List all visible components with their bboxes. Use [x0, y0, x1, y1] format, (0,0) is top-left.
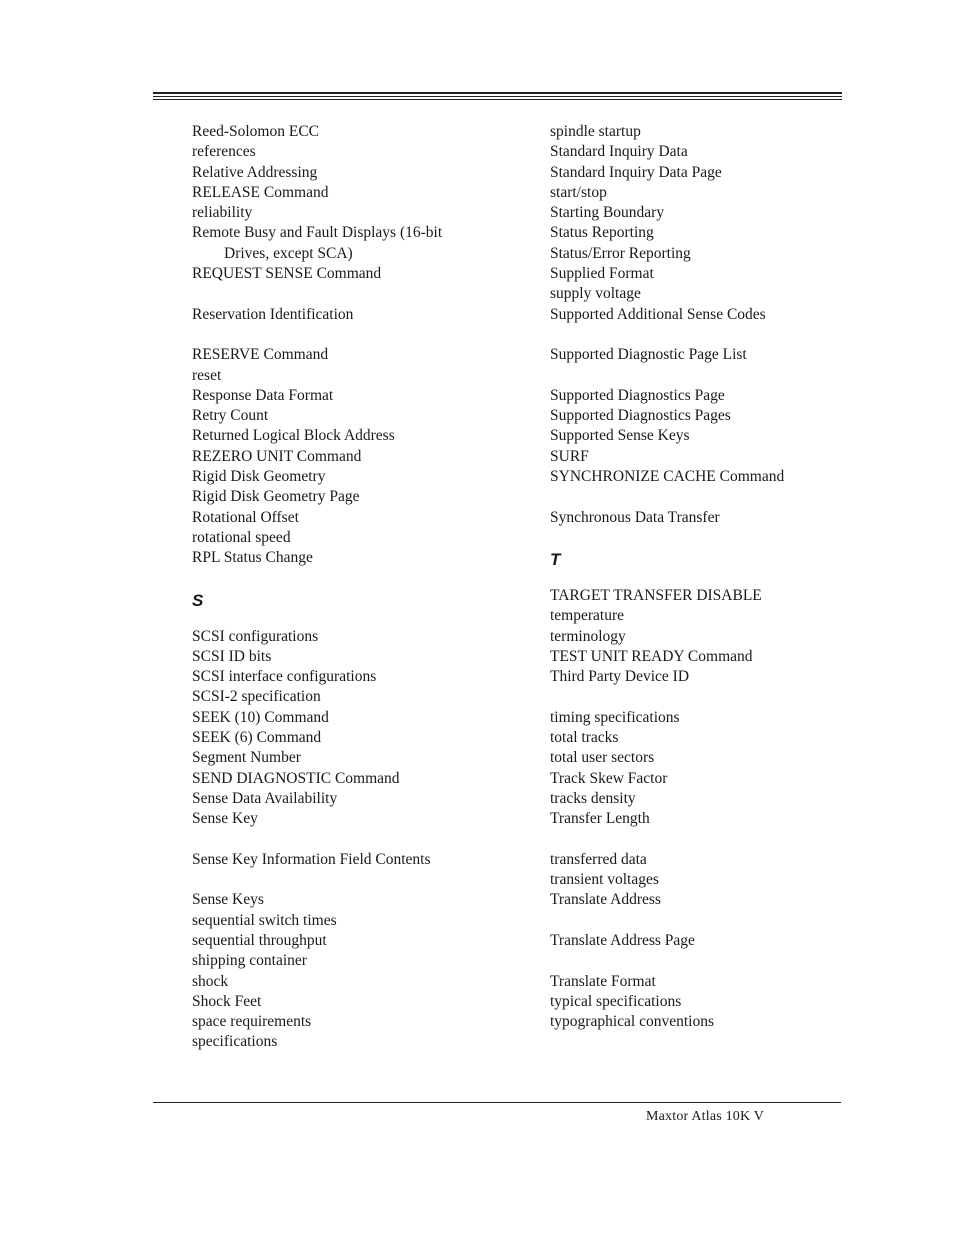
- index-entry: Rigid Disk Geometry Page: [192, 488, 360, 506]
- header-rule-thick: [153, 92, 842, 94]
- index-column-right: [550, 122, 850, 1032]
- spacer: [192, 325, 532, 345]
- index-entry: SEEK (6) Command: [192, 729, 322, 747]
- index-group-s-continued: [550, 122, 850, 528]
- index-entry: Supported Diagnostic Page List: [550, 346, 747, 364]
- index-entry: references: [192, 143, 256, 161]
- index-entry: Relative Addressing: [192, 163, 318, 181]
- index-entry: REZERO UNIT Command: [192, 447, 362, 465]
- index-entry: SEEK (10) Command: [192, 708, 329, 726]
- index-entry: Rotational Offset: [192, 508, 299, 526]
- index-entry: Reed-Solomon ECC: [192, 123, 320, 140]
- index-entry: rotational speed: [192, 528, 291, 546]
- spacer: [192, 830, 532, 850]
- index-entry: transient voltages: [550, 871, 659, 889]
- spacer: [550, 911, 850, 931]
- index-entry: Starting Boundary: [550, 204, 665, 222]
- index-entry: Sense Keys: [192, 891, 264, 909]
- index-entry: Returned Logical Block Address: [192, 427, 395, 445]
- spacer: [550, 951, 850, 971]
- index-entry: Retry Count: [192, 407, 269, 425]
- index-entry: Sense Data Availability: [192, 789, 338, 807]
- index-entry: supply voltage: [550, 285, 641, 303]
- index-entry: transferred data: [550, 850, 647, 868]
- index-entry: start/stop: [550, 183, 607, 201]
- index-entry: Segment Number: [192, 749, 301, 767]
- index-entry: SURF: [550, 447, 589, 465]
- spacer: [550, 687, 850, 707]
- index-entry: Translate Address: [550, 891, 661, 909]
- index-entry: Third Party Device ID: [550, 668, 690, 686]
- index-entry: reset: [192, 366, 222, 384]
- index-entry: reliability: [192, 204, 253, 222]
- spacer: [550, 325, 850, 345]
- index-entry: REQUEST SENSE Command: [192, 265, 382, 283]
- index-entry: temperature: [550, 607, 625, 625]
- spacer: [550, 366, 850, 386]
- index-entry: Rigid Disk Geometry: [192, 468, 326, 486]
- section-letter-t: T: [550, 549, 561, 569]
- index-entry: Supported Sense Keys: [550, 427, 690, 445]
- index-entry: Track Skew Factor: [550, 769, 668, 787]
- footer-rule: [153, 1102, 841, 1103]
- index-entry: spindle startup: [550, 123, 641, 140]
- index-entry: total user sectors: [550, 749, 655, 767]
- index-entry: Response Data Format: [192, 386, 334, 404]
- index-entry: Synchronous Data Transfer: [550, 508, 720, 526]
- index-entry: timing specifications: [550, 708, 680, 726]
- index-entry: Standard Inquiry Data Page: [550, 163, 722, 181]
- index-entry: SCSI ID bits: [192, 647, 272, 665]
- index-entry: Supported Diagnostics Pages: [550, 407, 731, 425]
- index-entry: SCSI configurations: [192, 627, 319, 645]
- index-entry: sequential switch times: [192, 911, 337, 929]
- spacer: [550, 830, 850, 850]
- index-entry: Shock Feet: [192, 992, 262, 1010]
- index-entry: Standard Inquiry Data: [550, 143, 688, 161]
- section-letter-s: S: [192, 590, 204, 610]
- index-entry: RESERVE Command: [192, 346, 329, 364]
- index-group-s: [192, 627, 532, 1053]
- index-entry: Sense Key: [192, 810, 258, 828]
- index-entry: typical specifications: [550, 992, 682, 1010]
- index-entry: Supported Diagnostics Page: [550, 386, 725, 404]
- index-entry: shipping container: [192, 952, 307, 970]
- index-column-left: [192, 122, 532, 1053]
- index-entry: specifications: [192, 1033, 278, 1051]
- header-rule-thin: [153, 96, 842, 97]
- index-entry: terminology: [550, 627, 626, 645]
- index-entry: Supported Additional Sense Codes: [550, 305, 766, 323]
- header-rule-thin: [153, 99, 842, 100]
- index-entry: space requirements: [192, 1013, 312, 1031]
- index-entry: Translate Address Page: [550, 931, 695, 949]
- index-entry: Drives, except SCA): [224, 244, 353, 262]
- index-entry: TEST UNIT READY Command: [550, 647, 753, 665]
- spacer: [192, 569, 532, 589]
- index-entry: typographical conventions: [550, 1013, 714, 1031]
- index-entry: sequential throughput: [192, 931, 327, 949]
- index-entry: RPL Status Change: [192, 549, 313, 567]
- spacer: [550, 528, 850, 548]
- spacer: [550, 487, 850, 507]
- index-entry: Status Reporting: [550, 224, 654, 242]
- index-entry: SYNCHRONIZE CACHE Command: [550, 468, 785, 486]
- spacer: [192, 284, 532, 304]
- index-entry: shock: [192, 972, 229, 990]
- index-entry: SCSI interface configurations: [192, 668, 377, 686]
- index-entry: SCSI-2 specification: [192, 688, 321, 706]
- index-entry: RELEASE Command: [192, 183, 329, 201]
- footer-product-name: Maxtor Atlas 10K V: [646, 1109, 765, 1124]
- index-entry: Transfer Length: [550, 810, 650, 828]
- index-entry: Supplied Format: [550, 265, 654, 283]
- spacer: [192, 870, 532, 890]
- index-entry: Status/Error Reporting: [550, 244, 691, 262]
- index-entry: total tracks: [550, 729, 619, 747]
- index-entry: Translate Format: [550, 972, 656, 990]
- index-entry: SEND DIAGNOSTIC Command: [192, 769, 400, 787]
- index-group-t: [550, 586, 850, 1033]
- index-entry: TARGET TRANSFER DISABLE: [550, 586, 762, 604]
- index-entry: Sense Key Information Field Contents: [192, 850, 431, 868]
- index-entry: Reservation Identification: [192, 305, 354, 323]
- index-entry: Remote Busy and Fault Displays (16-bit: [192, 224, 443, 242]
- index-group-r: [192, 122, 532, 569]
- index-entry: tracks density: [550, 789, 636, 807]
